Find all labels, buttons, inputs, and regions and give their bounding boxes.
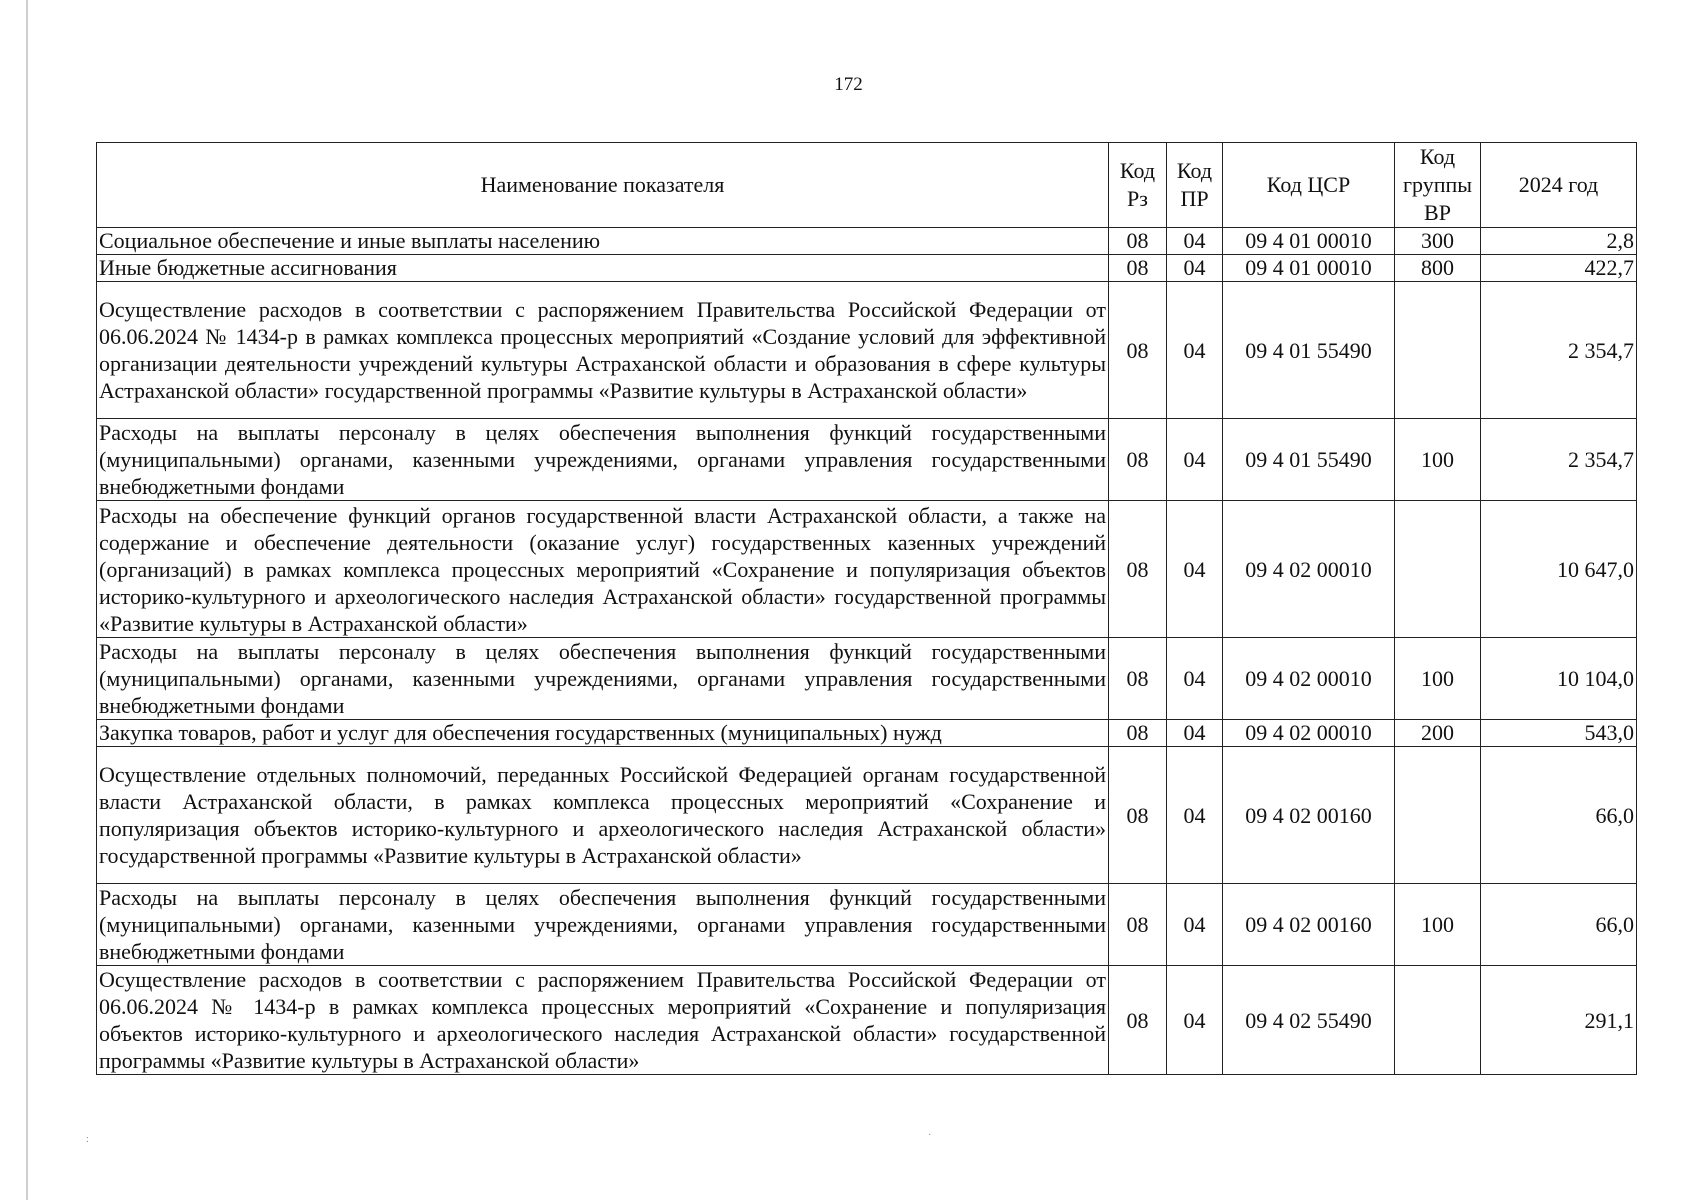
row-code-vr: 100 <box>1395 419 1481 501</box>
table-row <box>97 720 1637 747</box>
row-code-vr <box>1395 747 1481 884</box>
header-vr: Код группы ВР <box>1395 143 1481 228</box>
row-amount-2024: 66,0 <box>1481 884 1637 966</box>
table-row <box>97 419 1637 501</box>
row-code-pr: 04 <box>1167 255 1223 282</box>
page-number: 172 <box>834 74 863 95</box>
table-row <box>97 747 1637 884</box>
row-code-vr <box>1395 501 1481 638</box>
row-code-rz: 08 <box>1109 501 1167 638</box>
row-code-pr: 04 <box>1167 884 1223 966</box>
row-code-csr: 09 4 01 00010 <box>1223 255 1395 282</box>
row-amount-2024: 422,7 <box>1481 255 1637 282</box>
row-code-rz: 08 <box>1109 720 1167 747</box>
table-row <box>97 228 1637 255</box>
scan-speck: · <box>928 1130 932 1141</box>
row-amount-2024: 10 647,0 <box>1481 501 1637 638</box>
row-code-pr: 04 <box>1167 638 1223 720</box>
row-code-csr: 09 4 02 00160 <box>1223 884 1395 966</box>
header-csr: Код ЦСР <box>1223 143 1395 228</box>
row-code-rz: 08 <box>1109 228 1167 255</box>
row-name: Иные бюджетные ассигнования <box>97 255 1109 282</box>
row-name: Расходы на выплаты персоналу в целях обеспечения выполнения функций государственными (муниципальными) органами, казенными учреждениями, органами управления государственными внебюджетными фондами <box>97 638 1109 720</box>
row-code-pr: 04 <box>1167 419 1223 501</box>
row-name: Осуществление отдельных полномочий, переданных Российской Федерацией органам государственной власти Астраханской области, в рамках комплекса процессных мероприятий «Сохранение и популяризация объектов историко-культурного и археологического наследия Астраханской области» государственной программы «Развитие культуры в Астраханской области» <box>97 747 1109 884</box>
row-code-rz: 08 <box>1109 255 1167 282</box>
table-row <box>97 255 1637 282</box>
row-code-vr: 100 <box>1395 638 1481 720</box>
row-name: Расходы на выплаты персоналу в целях обеспечения выполнения функций государственными (муниципальными) органами, казенными учреждениями, органами управления государственными внебюджетными фондами <box>97 419 1109 501</box>
row-code-rz: 08 <box>1109 966 1167 1075</box>
row-code-rz: 08 <box>1109 747 1167 884</box>
row-code-csr: 09 4 02 55490 <box>1223 966 1395 1075</box>
row-code-csr: 09 4 02 00010 <box>1223 720 1395 747</box>
row-code-vr <box>1395 282 1481 419</box>
row-code-csr: 09 4 02 00010 <box>1223 638 1395 720</box>
row-amount-2024: 66,0 <box>1481 747 1637 884</box>
row-name: Осуществление расходов в соответствии с распоряжением Правительства Российской Федерации от 06.06.2024 № 1434-р в рамках комплекса процессных мероприятий «Сохранение и популяризация объектов историко-культурного и археологического наследия Астраханской области» государственной программы «Развитие культуры в Астраханской области» <box>97 966 1109 1075</box>
row-name: Закупка товаров, работ и услуг для обеспечения государственных (муниципальных) нужд <box>97 720 1109 747</box>
row-name: Социальное обеспечение и иные выплаты населению <box>97 228 1109 255</box>
row-code-rz: 08 <box>1109 884 1167 966</box>
row-amount-2024: 2 354,7 <box>1481 419 1637 501</box>
row-code-vr: 800 <box>1395 255 1481 282</box>
row-code-csr: 09 4 01 55490 <box>1223 419 1395 501</box>
row-code-rz: 08 <box>1109 419 1167 501</box>
table-row <box>97 966 1637 1075</box>
row-code-pr: 04 <box>1167 966 1223 1075</box>
row-code-csr: 09 4 02 00160 <box>1223 747 1395 884</box>
header-name: Наименование показателя <box>97 143 1109 228</box>
row-code-pr: 04 <box>1167 228 1223 255</box>
row-code-rz: 08 <box>1109 282 1167 419</box>
row-code-vr: 200 <box>1395 720 1481 747</box>
row-code-vr: 100 <box>1395 884 1481 966</box>
row-amount-2024: 2 354,7 <box>1481 282 1637 419</box>
row-code-csr: 09 4 01 00010 <box>1223 228 1395 255</box>
row-name: Расходы на выплаты персоналу в целях обеспечения выполнения функций государственными (муниципальными) органами, казенными учреждениями, органами управления государственными внебюджетными фондами <box>97 884 1109 966</box>
scan-edge-shadow <box>26 0 28 1200</box>
row-amount-2024: 2,8 <box>1481 228 1637 255</box>
row-code-vr <box>1395 966 1481 1075</box>
table-row <box>97 282 1637 419</box>
header-pr: Код ПР <box>1167 143 1223 228</box>
row-code-pr: 04 <box>1167 747 1223 884</box>
row-amount-2024: 291,1 <box>1481 966 1637 1075</box>
row-name: Расходы на обеспечение функций органов государственной власти Астраханской области, а также на содержание и обеспечение деятельности (оказание услуг) государственных казенных учреждений (организаций) в рамках комплекса процессных мероприятий «Сохранение и популяризация объектов историко-культурного и археологического наследия Астраханской области» государственной программы «Развитие культуры в Астраханской области» <box>97 501 1109 638</box>
budget-table <box>96 142 1637 1075</box>
row-code-pr: 04 <box>1167 501 1223 638</box>
row-amount-2024: 543,0 <box>1481 720 1637 747</box>
table-row <box>97 884 1637 966</box>
header-rz: Код Рз <box>1109 143 1167 228</box>
row-code-rz: 08 <box>1109 638 1167 720</box>
row-code-csr: 09 4 01 55490 <box>1223 282 1395 419</box>
row-code-vr: 300 <box>1395 228 1481 255</box>
header-year: 2024 год <box>1481 143 1637 228</box>
table-row <box>97 501 1637 638</box>
scan-speck: : <box>86 1134 89 1145</box>
table-header-row <box>97 143 1637 228</box>
table-row <box>97 638 1637 720</box>
row-code-pr: 04 <box>1167 282 1223 419</box>
row-name: Осуществление расходов в соответствии с распоряжением Правительства Российской Федерации от 06.06.2024 № 1434-р в рамках комплекса процессных мероприятий «Создание условий для эффективной организации деятельности учреждений культуры Астраханской области и образования в сфере культуры Астраханской области» государственной программы «Развитие культуры в Астраханской области» <box>97 282 1109 419</box>
row-code-csr: 09 4 02 00010 <box>1223 501 1395 638</box>
row-amount-2024: 10 104,0 <box>1481 638 1637 720</box>
row-code-pr: 04 <box>1167 720 1223 747</box>
